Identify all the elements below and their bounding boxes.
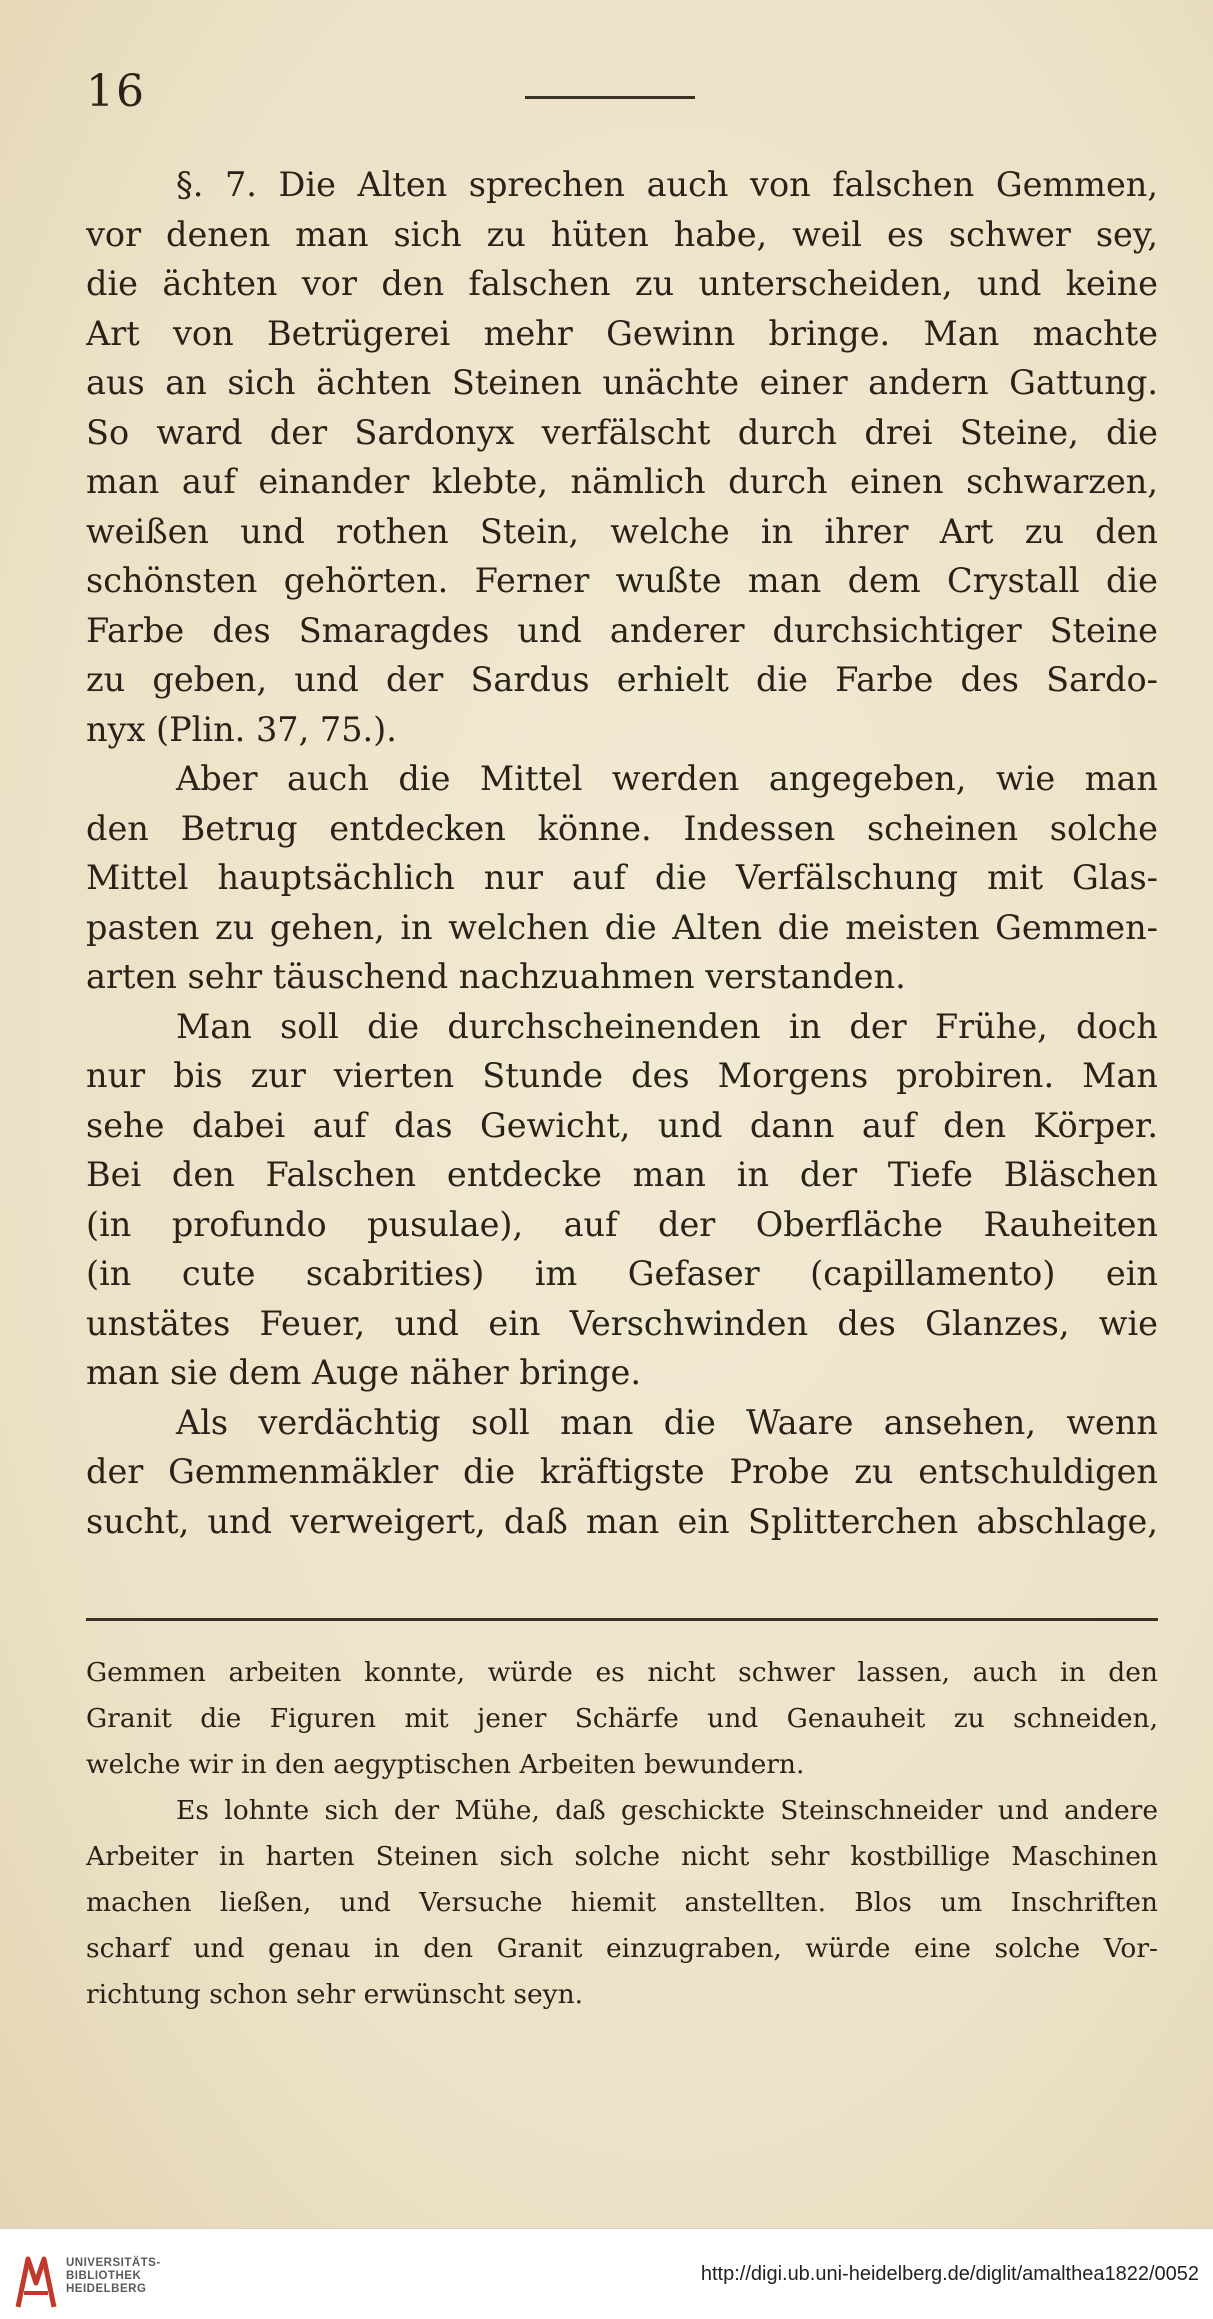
footnote-line: Granit die Figuren mit jener Schärfe und Genauheit zu schneiden,: [86, 1703, 1158, 1734]
text-line: die ächten vor den falschen zu unterscheiden, und keine: [86, 264, 1158, 303]
text-line: Art von Betrügerei mehr Gewinn bringe. Man machte: [86, 313, 1158, 353]
text-line: unstätes Feuer, und ein Verschwinden des Glanzes, wie: [86, 1303, 1158, 1343]
institution-line: HEIDELBERG: [66, 2283, 147, 2295]
permalink-url[interactable]: http://digi.ub.uni-heidelberg.de/diglit/amalthea1822/0052: [700, 2263, 1199, 2285]
text-line: Aber auch die Mittel werden angegeben, wie man: [176, 759, 1158, 798]
text-line: Mittel hauptsächlich nur auf die Verfälschung mit Glas-: [86, 858, 1158, 897]
footnote-line: Gemmen arbeiten konnte, würde es nicht schwer lassen, auch in den: [86, 1657, 1158, 1688]
text-line: der Gemmenmäkler die kräftigste Probe zu entschuldigen: [86, 1452, 1158, 1491]
footnote-separator: [86, 1618, 1158, 1621]
text-line: schönsten gehörten. Ferner wußte man dem Crystall die: [86, 561, 1158, 600]
institution-name: [66, 2257, 161, 2296]
text-line: man sie dem Auge näher bringe.: [86, 1353, 641, 1392]
text-line: nur bis zur vierten Stunde des Morgens probiren. Man: [86, 1056, 1158, 1095]
text-line: §. 7. Die Alten sprechen auch von falschen Gemmen,: [176, 165, 1158, 204]
text-line: vor denen man sich zu hüten habe, weil es schwer sey,: [86, 214, 1158, 254]
text-line: den Betrug entdecken könne. Indessen scheinen solche: [86, 808, 1158, 848]
text-line: Farbe des Smaragdes und anderer durchsichtiger Steine: [86, 610, 1158, 650]
text-line: sucht, und verweigert, daß man ein Splitterchen abschlage,: [86, 1501, 1158, 1541]
text-line: weißen und rothen Stein, welche in ihrer Art zu den: [86, 511, 1158, 551]
text-line: sehe dabei auf das Gewicht, und dann auf den Körper.: [86, 1105, 1158, 1145]
footnote-line: Arbeiter in harten Steinen sich solche nicht sehr kostbillige Maschinen: [86, 1841, 1158, 1872]
main-text: [86, 160, 1158, 1546]
text-line: So ward der Sardonyx verfälscht durch drei Steine, die: [86, 412, 1158, 452]
text-line: (in profundo pusulae), auf der Oberfläche Rauheiten: [86, 1204, 1158, 1244]
text-line: nyx (Plin. 37, 75.).: [86, 709, 397, 749]
header-rule: [525, 96, 695, 99]
footnote-line: welche wir in den aegyptischen Arbeiten bewundern.: [86, 1749, 805, 1780]
institution-line: BIBLIOTHEK: [66, 2270, 142, 2282]
text-line: pasten zu gehen, in welchen die Alten die meisten Gemmen-: [86, 907, 1158, 947]
text-line: Als verdächtig soll man die Waare ansehen, wenn: [176, 1402, 1158, 1442]
text-line: Bei den Falschen entdecke man in der Tiefe Bläschen: [86, 1155, 1158, 1194]
viewer-footer: [0, 2228, 1213, 2319]
page-number: 16: [86, 66, 146, 117]
text-line: man auf einander klebte, nämlich durch einen schwarzen,: [86, 462, 1158, 501]
text-line: arten sehr täuschend nachzuahmen verstanden.: [86, 957, 906, 996]
footnote-line: scharf und genau in den Granit einzugraben, würde eine solche Vor-: [86, 1933, 1158, 1964]
footnote-line: richtung schon sehr erwünscht seyn.: [86, 1979, 584, 2010]
text-line: zu geben, und der Sardus erhielt die Farbe des Sardo-: [86, 660, 1158, 699]
footnote-line: Es lohnte sich der Mühe, daß geschickte Steinschneider und andere: [176, 1795, 1158, 1826]
text-line: (in cute scabrities) im Gefaser (capillamento) ein: [86, 1254, 1158, 1293]
university-library-logo-icon: [14, 2253, 58, 2311]
footnote-line: machen ließen, und Versuche hiemit anstellten. Blos um Inschriften: [86, 1887, 1158, 1918]
text-line: aus an sich ächten Steinen unächte einer andern Gattung.: [86, 363, 1158, 402]
text-line: Man soll die durchscheinenden in der Frühe, doch: [176, 1006, 1158, 1046]
institution-line: UNIVERSITÄTS-: [66, 2257, 161, 2269]
footnote-text: [86, 1650, 1158, 2018]
